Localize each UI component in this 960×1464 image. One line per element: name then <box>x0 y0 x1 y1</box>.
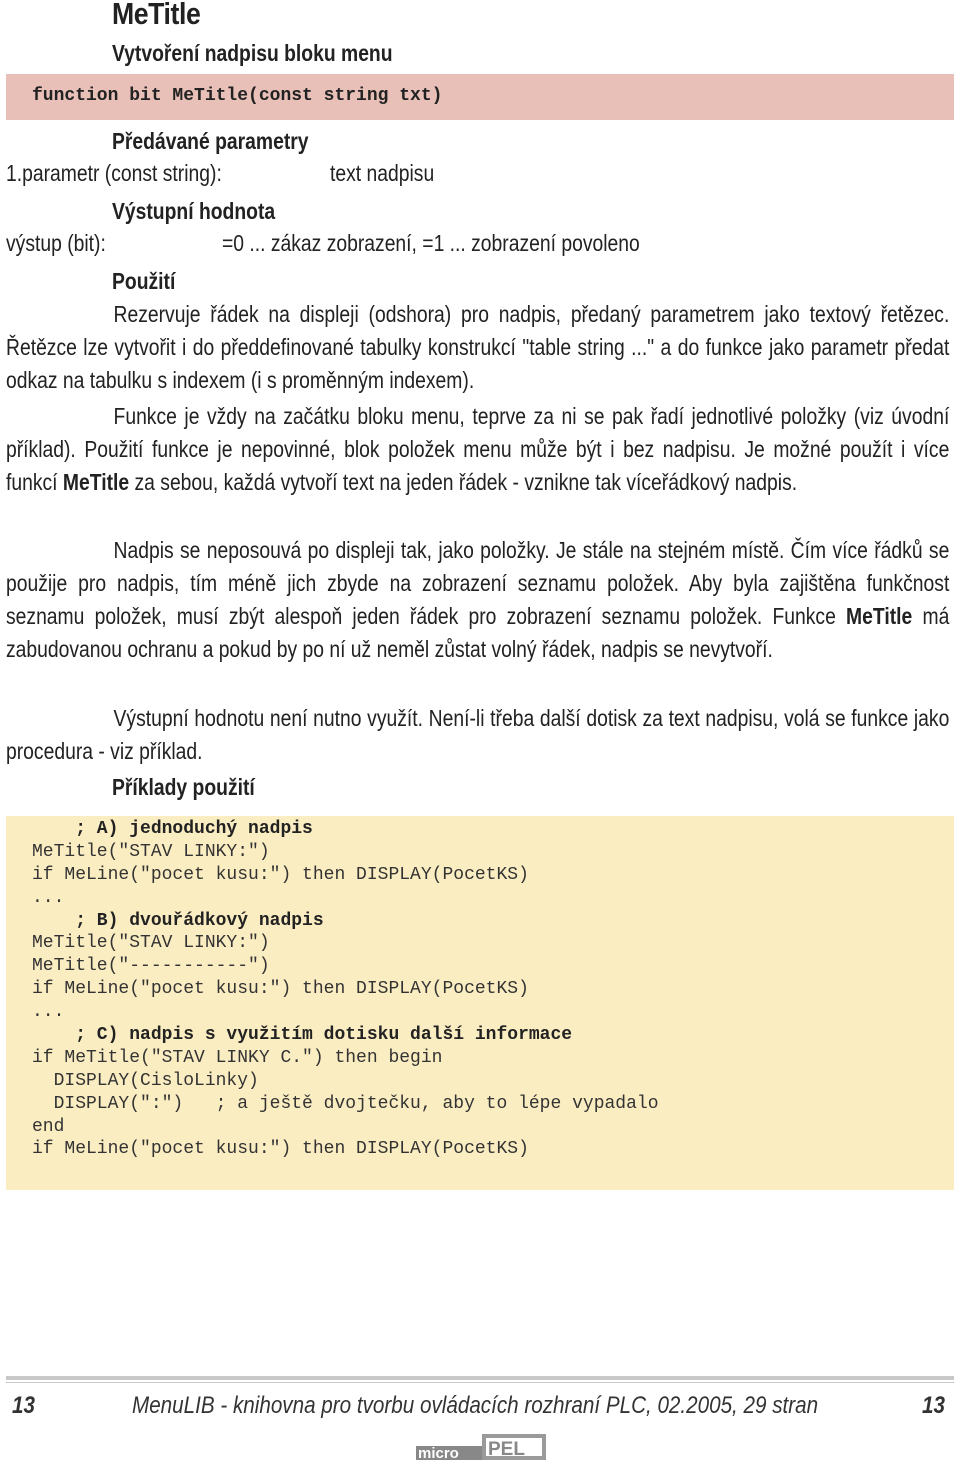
output-label: výstup (bit): <box>6 230 106 256</box>
examples-heading: Příklady použití <box>112 774 255 800</box>
params-heading: Předávané parametry <box>112 128 309 154</box>
code-listing <box>32 818 659 1161</box>
code-line: MeTitle("-----------") <box>32 956 270 977</box>
usage-paragraph-4-text: Výstupní hodnotu není nutno využít. Není-li třeba další dotisk za text nadpisu, volá se funkce jako procedura - viz příklad. <box>6 705 950 764</box>
usage-paragraph-1 <box>6 298 949 397</box>
footer-text: MenuLIB - knihovna pro tvorbu ovládacích rozhraní PLC, 02.2005, 29 stran <box>132 1392 819 1419</box>
page-number-left: 13 <box>12 1392 35 1419</box>
code-line: DISPLAY(":") ; a ještě dvojtečku, aby to lépe vypadalo <box>32 1093 659 1114</box>
param-label: 1.parametr (const string): <box>6 160 222 186</box>
usage-paragraph-2-text-a: Funkce je vždy na začátku bloku menu, teprve za ni se pak řadí jednotlivé položky (viz úvodní příklad). Použití funkce je nepovinné, blok položek menu může být i bez nadpisu. Je možné použít i více funkcí <box>6 403 950 495</box>
code-line: if MeLine("pocet kusu:") then DISPLAY(PocetKS) <box>32 864 529 885</box>
code-line: DISPLAY(CisloLinky) <box>32 1070 259 1091</box>
output-heading: Výstupní hodnota <box>112 198 276 224</box>
code-example-box <box>6 816 954 1190</box>
code-line: if MeTitle("STAV LINKY C.") then begin <box>32 1047 443 1068</box>
code-comment-line: ; B) dvouřádkový nadpis <box>32 910 324 931</box>
usage-paragraph-3 <box>6 534 949 666</box>
svg-text:PEL: PEL <box>488 1439 525 1460</box>
section-title: MeTitle <box>112 0 201 31</box>
usage-paragraph-4 <box>6 702 949 768</box>
code-line: if MeLine("pocet kusu:") then DISPLAY(PocetKS) <box>32 1139 529 1160</box>
code-line: ... <box>32 1002 65 1023</box>
footer-rule-thin <box>6 1382 954 1383</box>
micropel-logo <box>416 1432 548 1462</box>
code-comment-line: ; C) nadpis s využitím dotisku další informace <box>32 1025 573 1046</box>
usage-paragraph-2-text-c: za sebou, každá vytvoří text na jeden řádek - vznikne tak víceřádkový nadpis. <box>129 469 798 495</box>
code-line: end <box>32 1116 65 1137</box>
code-comment-line: ; A) jednoduchý nadpis <box>32 819 313 839</box>
function-name-ref: MeTitle <box>846 603 913 629</box>
function-signature: function bit MeTitle(const string txt) <box>32 86 443 106</box>
svg-text:micro: micro <box>418 1445 459 1462</box>
section-subtitle: Vytvoření nadpisu bloku menu <box>112 40 393 66</box>
footer-rule <box>6 1376 954 1380</box>
output-value: =0 ... zákaz zobrazení, =1 ... zobrazení povoleno <box>222 230 640 256</box>
code-line: MeTitle("STAV LINKY:") <box>32 841 270 862</box>
usage-paragraph-1-text: Rezervuje řádek na displeji (odshora) pro nadpis, předaný parametrem jako textový řetězec. Řetězce lze vytvořit i do předdefinované tabulky konstrukcí "table string ..." a do funkce jako parametr předat odkaz na tabulku s indexem (i s proměnným indexem). <box>6 301 950 393</box>
usage-paragraph-3-text-a: Nadpis se neposouvá po displeji tak, jako položky. Je stále na stejném místě. Čím více řádků se použije pro nadpis, tím méně jich zbyde na zobrazení seznamu položek. Aby byla zajištěna funkčnost seznamu položek, musí zbýt alespoň jeden řádek pro zobrazení seznamu položek. Funkce <box>6 537 950 629</box>
function-name-ref: MeTitle <box>62 469 130 495</box>
param-value: text nadpisu <box>330 160 435 186</box>
usage-paragraph-3-text-c: má zabudovanou ochranu a pokud by po ní už neměl zůstat volný řádek, nadpis se nevytvoří. <box>6 603 950 662</box>
usage-paragraph-2 <box>6 400 949 499</box>
code-line: MeTitle("STAV LINKY:") <box>32 933 270 954</box>
code-line: ... <box>32 887 65 908</box>
page-number-right: 13 <box>922 1392 945 1419</box>
usage-heading: Použití <box>112 268 176 294</box>
function-signature-box <box>6 74 954 120</box>
code-line: if MeLine("pocet kusu:") then DISPLAY(PocetKS) <box>32 979 529 1000</box>
